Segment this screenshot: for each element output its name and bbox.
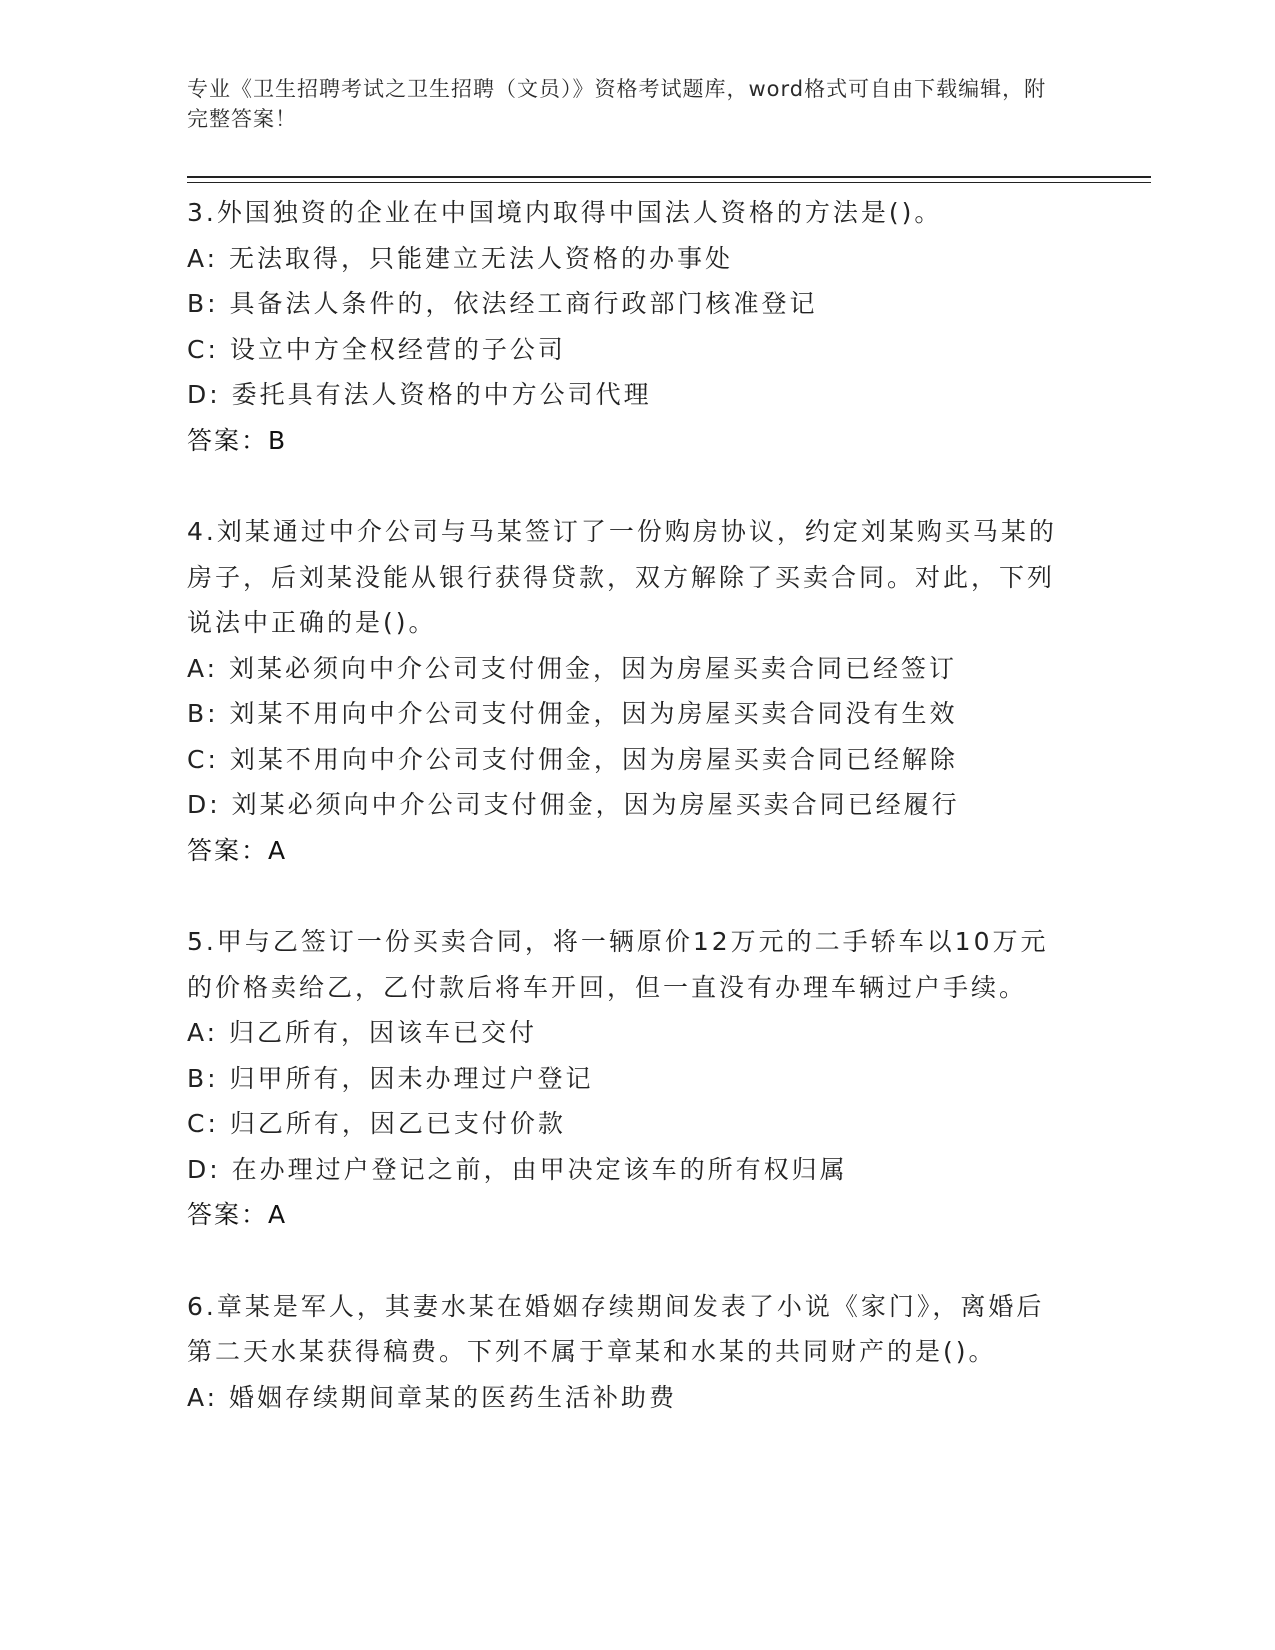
option-d: D: 委托具有法人资格的中方公司代理 <box>187 380 652 409</box>
question-list <box>187 190 1067 1420</box>
option-c: C: 刘某不用向中介公司支付佣金，因为房屋买卖合同已经解除 <box>187 744 958 774</box>
option-c: C: 归乙所有，因乙已支付价款 <box>187 1109 566 1138</box>
answer-line: 答案：A <box>187 835 288 865</box>
question-4 <box>187 509 1067 873</box>
header-divider-thick <box>187 176 1151 178</box>
question-stem: 5.甲与乙签订一份买卖合同，将一辆原价12万元的二手轿车以10万元的价格卖给乙，乙付款后将车开回，但一直没有办理车辆过户手续。 <box>187 927 1049 1002</box>
option-a: A: 刘某必须向中介公司支付佣金，因为房屋买卖合同已经签订 <box>187 653 958 683</box>
document-header: 专业《卫生招聘考试之卫生招聘（文员）》资格考试题库，word格式可自由下载编辑，附完整答案！ <box>187 77 1047 131</box>
option-d: D: 刘某必须向中介公司支付佣金，因为房屋买卖合同已经履行 <box>187 790 960 819</box>
option-b: B: 具备法人条件的，依法经工商行政部门核准登记 <box>187 289 818 318</box>
answer-line: 答案：B <box>187 425 288 455</box>
question-stem: 3.外国独资的企业在中国境内取得中国法人资格的方法是()。 <box>187 198 943 227</box>
option-a: A: 婚姻存续期间章某的医药生活补助费 <box>187 1382 678 1412</box>
question-stem: 6.章某是军人，其妻水某在婚姻存续期间发表了小说《家门》，离婚后第二天水某获得稿费。下列不属于章某和水某的共同财产的是()。 <box>187 1291 1045 1366</box>
option-b: B: 刘某不用向中介公司支付佣金，因为房屋买卖合同没有生效 <box>187 699 958 728</box>
option-a: A: 归乙所有，因该车已交付 <box>187 1018 538 1047</box>
header-divider-thin <box>187 182 1151 183</box>
option-b: B: 归甲所有，因未办理过户登记 <box>187 1063 594 1093</box>
option-d: D: 在办理过户登记之前，由甲决定该车的所有权归属 <box>187 1154 848 1184</box>
option-a: A: 无法取得，只能建立无法人资格的办事处 <box>187 243 734 273</box>
question-stem: 4.刘某通过中介公司与马某签订了一份购房协议，约定刘某购买马某的房子，后刘某没能从银行获得贷款，双方解除了买卖合同。对此，下列说法中正确的是()。 <box>187 517 1057 637</box>
answer-line: 答案：A <box>187 1200 288 1229</box>
question-3 <box>187 190 1067 463</box>
question-5 <box>187 919 1067 1238</box>
option-c: C: 设立中方全权经营的子公司 <box>187 334 566 364</box>
question-6 <box>187 1284 1067 1421</box>
